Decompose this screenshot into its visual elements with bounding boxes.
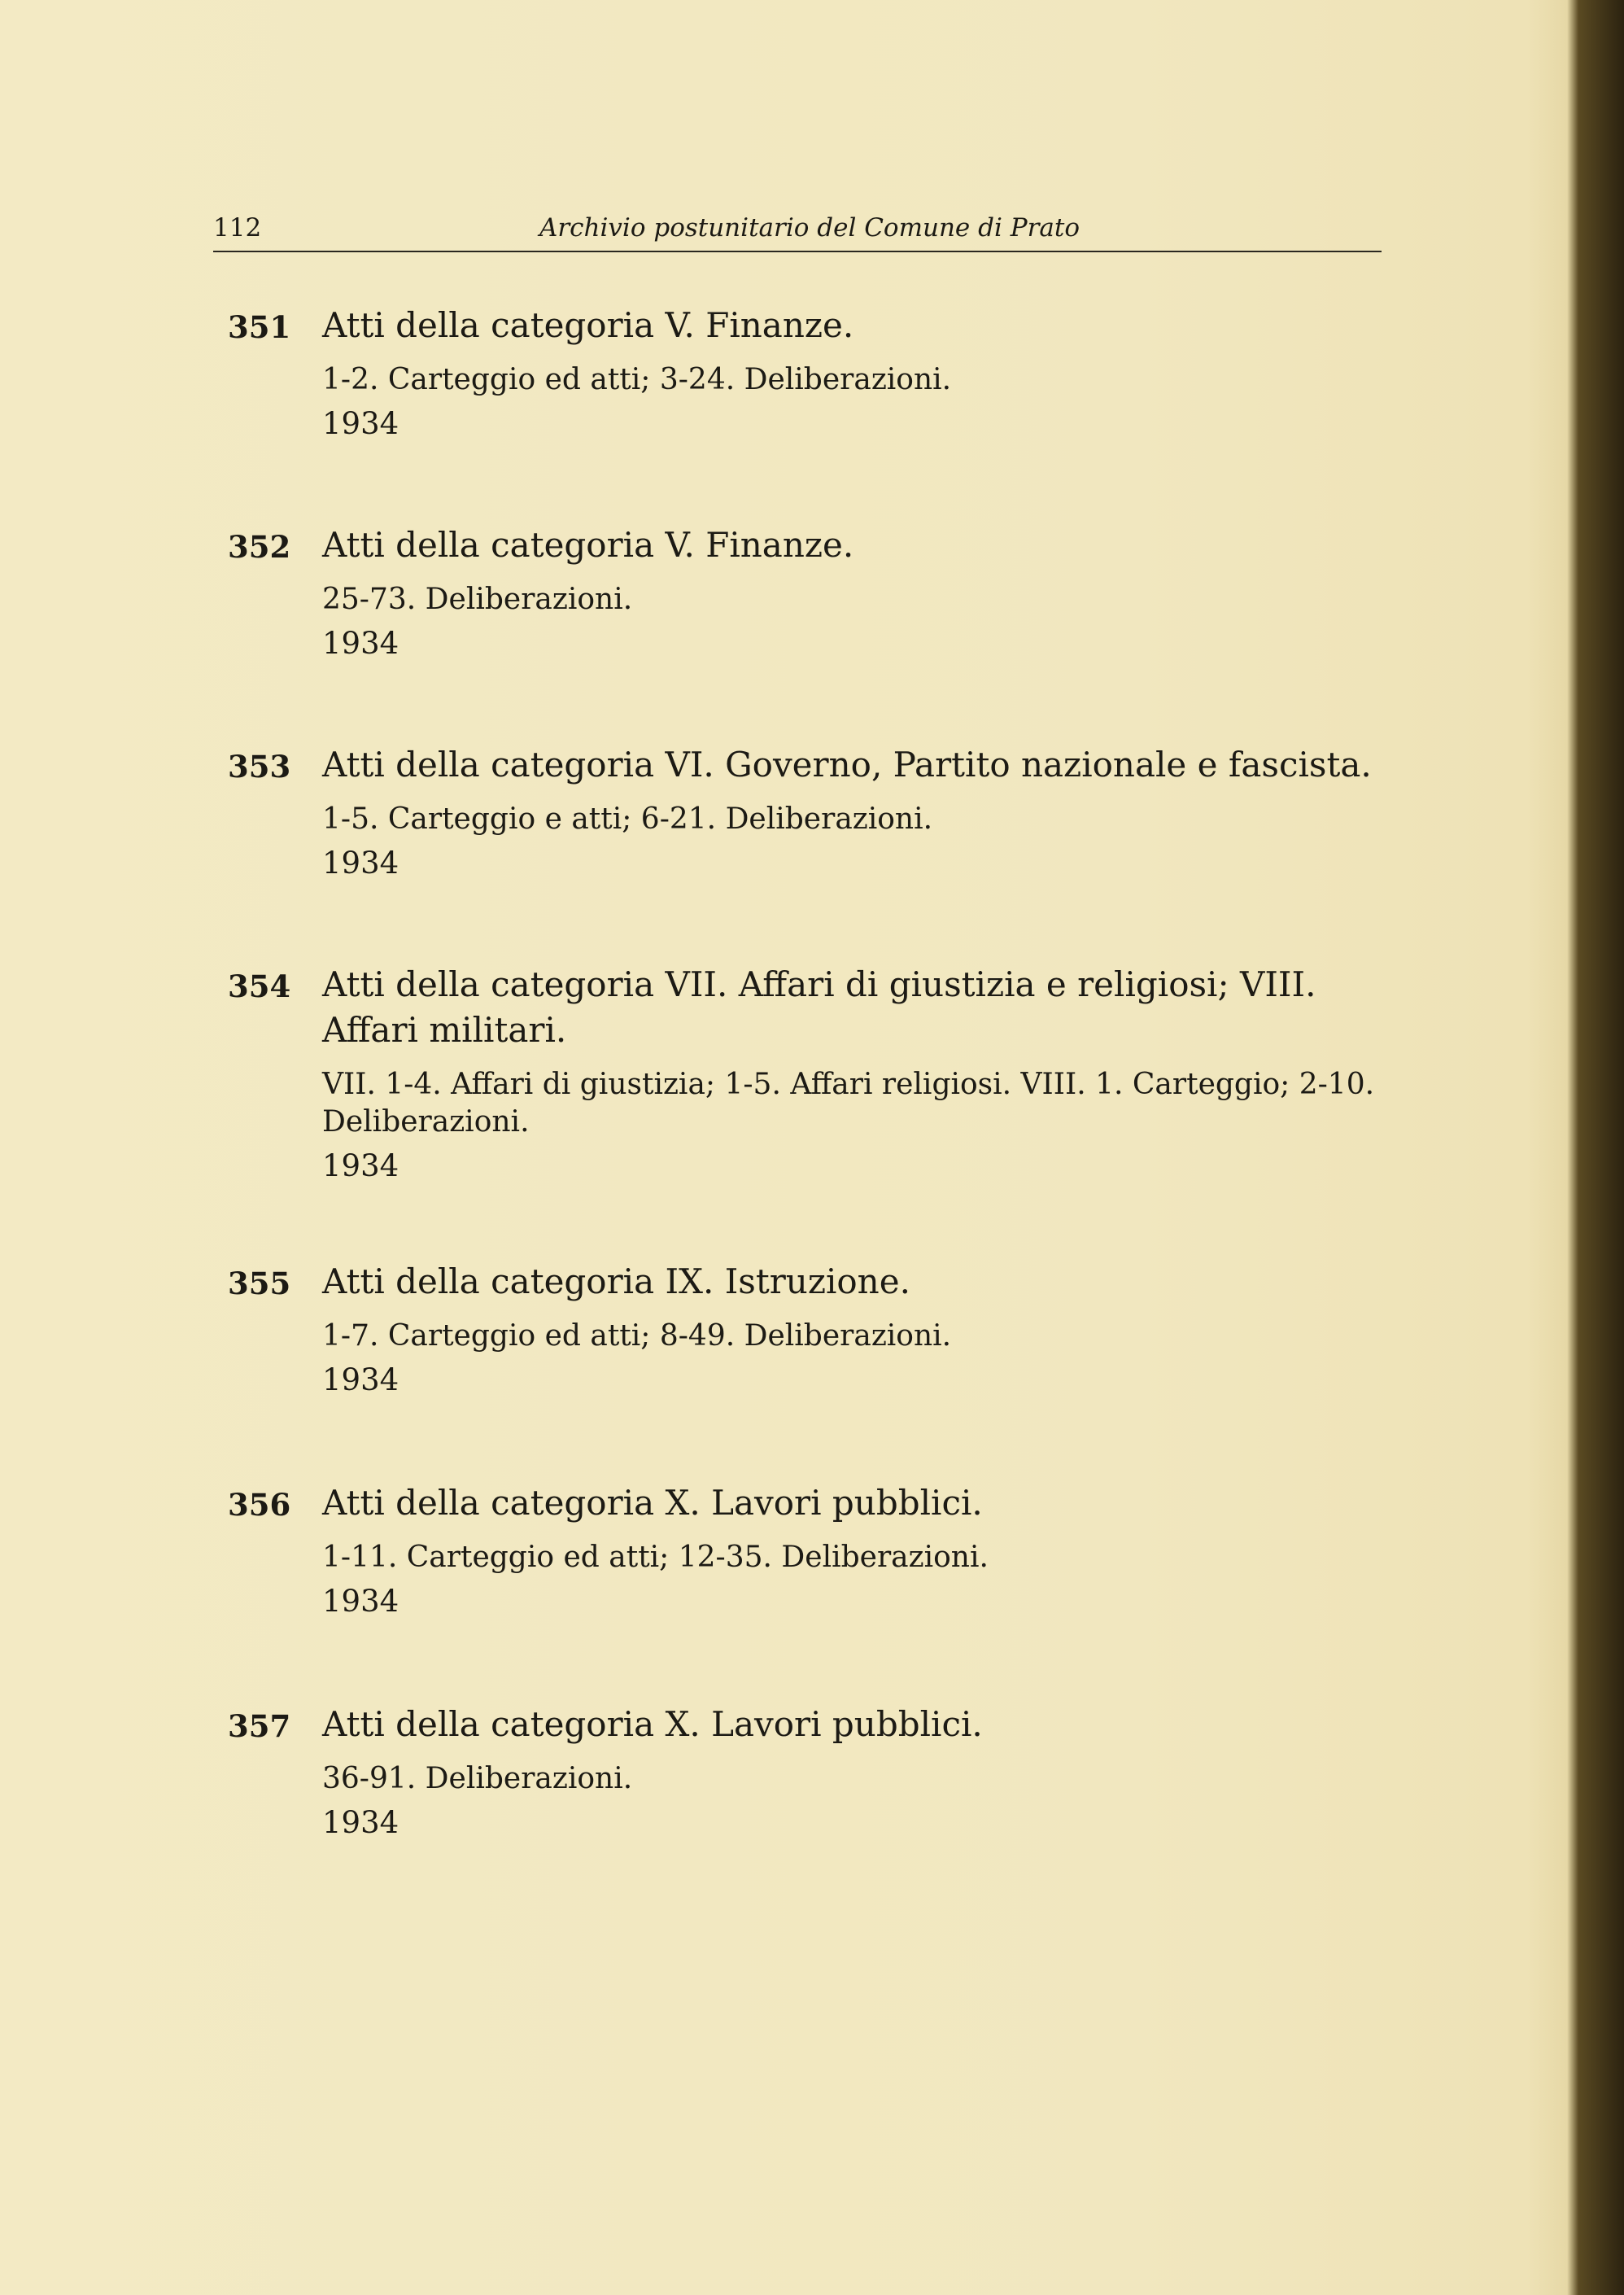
entry-date: 1934 — [322, 1805, 399, 1840]
page-number: 112 — [213, 213, 262, 243]
entry-title: Atti della categoria VII. Affari di giustizia e religiosi; VIII. Affari militari. — [322, 964, 1316, 1050]
entry-body — [322, 1702, 1385, 1842]
entry-number: 353 — [228, 749, 291, 785]
entry-body — [322, 303, 1385, 443]
entry-contents: 25-73. Deliberazioni. — [322, 583, 633, 616]
entry-date: 1934 — [322, 1148, 399, 1183]
entry-number: 352 — [228, 529, 291, 565]
entry-title: Atti della categoria V. Finanze. — [322, 525, 854, 565]
entry-title: Atti della categoria IX. Istruzione. — [322, 1261, 910, 1301]
page-header — [213, 213, 1382, 252]
entry-title: Atti della categoria X. Lavori pubblici. — [322, 1704, 983, 1744]
entry-number: 356 — [228, 1487, 291, 1523]
entry-contents: 1-5. Carteggio e atti; 6-21. Deliberazioni. — [322, 802, 933, 836]
entry-body — [322, 962, 1385, 1185]
entry-contents: VII. 1-4. Affari di giustizia; 1-5. Affari religiosi. VIII. 1. Carteggio; 2-10. Deliberazioni. — [322, 1068, 1375, 1139]
entry-title: Atti della categoria X. Lavori pubblici. — [322, 1483, 983, 1523]
running-title: Archivio postunitario del Comune di Prato — [539, 213, 1080, 243]
entry-number: 354 — [228, 968, 291, 1004]
entry-body — [322, 1259, 1385, 1399]
entry-date: 1934 — [322, 626, 399, 661]
entry-date: 1934 — [322, 1362, 399, 1397]
entry-body — [322, 522, 1385, 662]
entry-date: 1934 — [322, 1584, 399, 1619]
entry-body — [322, 1480, 1385, 1620]
entry-number: 355 — [228, 1266, 291, 1301]
entry-contents: 1-11. Carteggio ed atti; 12-35. Deliberazioni. — [322, 1541, 989, 1574]
entry-date: 1934 — [322, 406, 399, 441]
entry-title: Atti della categoria V. Finanze. — [322, 305, 854, 345]
entry-title: Atti della categoria VI. Governo, Partito nazionale e fascista. — [322, 745, 1372, 785]
entry-number: 357 — [228, 1708, 291, 1744]
entry-contents: 36-91. Deliberazioni. — [322, 1762, 633, 1795]
entry-body — [322, 742, 1385, 882]
entry-contents: 1-2. Carteggio ed atti; 3-24. Deliberazioni. — [322, 363, 952, 396]
entry-date: 1934 — [322, 846, 399, 881]
entry-number: 351 — [228, 309, 291, 345]
entry-contents: 1-7. Carteggio ed atti; 8-49. Deliberazioni. — [322, 1319, 952, 1353]
